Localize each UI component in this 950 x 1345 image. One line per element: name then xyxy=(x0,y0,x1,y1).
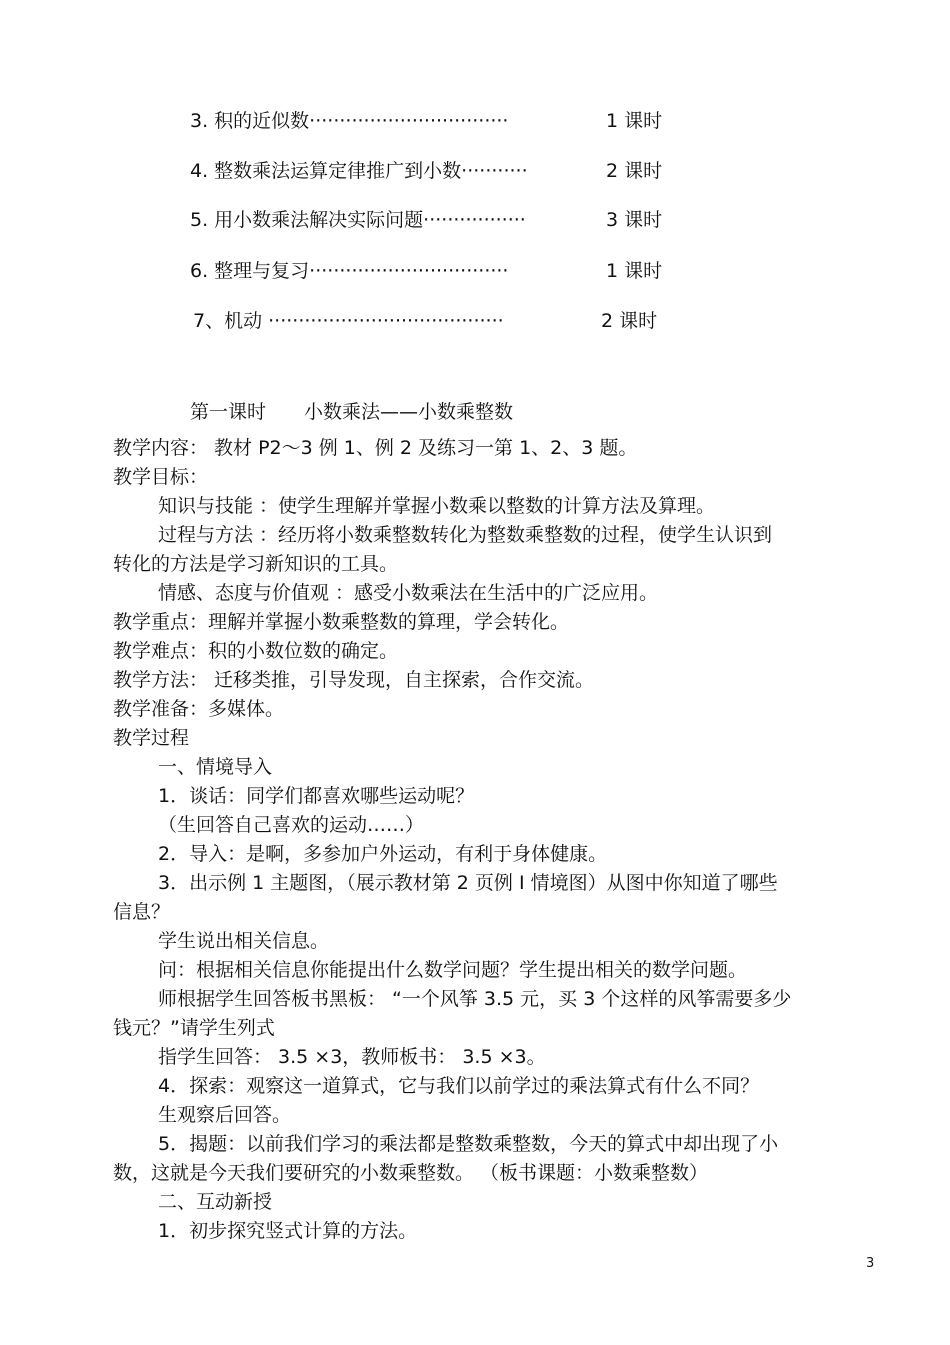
paragraph-line: 指学生回答： 3.5 ×3，教师板书： 3.5 ×3。 xyxy=(158,1046,546,1068)
paragraph-line: 3．出示例 1 主题图，（展示教材第 2 页例 I 情境图）从图中你知道了哪些 xyxy=(158,872,778,894)
paragraph-line: 数，这就是今天我们要研究的小数乘整数。 （板书课题：小数乘整数） xyxy=(113,1162,709,1184)
page-number: 3 xyxy=(866,1256,875,1271)
paragraph-line: 问：根据相关信息你能提出什么数学问题？学生提出相关的数学问题。 xyxy=(158,959,748,981)
paragraph-line: 5．揭题：以前我们学习的乘法都是整数乘整数，今天的算式中却出现了小 xyxy=(158,1133,779,1155)
toc-title: 6. 整理与复习································· xyxy=(190,260,509,282)
teaching-content: 教学内容： 教材 P2～3 例 1、例 2 及练习一第 1、2、3 题。 xyxy=(113,437,638,459)
toc-title: 5. 用小数乘法解决实际问题················· xyxy=(190,209,526,231)
paragraph-line: 学生说出相关信息。 xyxy=(158,930,330,952)
toc-hours: 1 课时 xyxy=(606,260,663,282)
paragraph-line: 钱元？”请学生列式 xyxy=(113,1017,275,1039)
goal-process: 过程与方法 ：经历将小数乘整数转化为整数乘整数的过程，使学生认识到 xyxy=(158,524,773,546)
toc-row xyxy=(0,256,950,280)
toc-row xyxy=(0,205,950,229)
teaching-process: 教学过程 xyxy=(113,727,190,749)
paragraph-line: 4．探索：观察这一道算式，它与我们以前学过的乘法算式有什么不同？ xyxy=(158,1075,760,1097)
section-heading: 二、互动新授 xyxy=(158,1191,273,1213)
lesson-heading: 第一课时 小数乘法——小数乘整数 xyxy=(190,401,514,423)
paragraph-line: 生观察后回答。 xyxy=(158,1104,292,1126)
teaching-difficulty: 教学难点：积的小数位数的确定。 xyxy=(113,640,399,662)
goal-emotion: 情感、态度与价值观 ：感受小数乘法在生活中的广泛应用。 xyxy=(158,582,659,604)
goal-process-cont: 转化的方法是学习新知识的工具。 xyxy=(113,553,399,575)
toc-row xyxy=(0,106,950,130)
paragraph-line: 1．初步探究竖式计算的方法。 xyxy=(158,1220,418,1242)
paragraph-line: 师根据学生回答板书黑板： “一个风筝 3.5 元，买 3 个这样的风筝需要多少 xyxy=(158,988,792,1010)
toc-hours: 2 课时 xyxy=(601,310,658,332)
paragraph-line: （生回答自己喜欢的运动……） xyxy=(158,814,425,836)
toc-row xyxy=(0,306,950,330)
teaching-preparation: 教学准备：多媒体。 xyxy=(113,698,285,720)
paragraph-line: 信息？ xyxy=(113,901,171,923)
toc-title: 4. 整数乘法运算定律推广到小数··········· xyxy=(190,160,528,182)
goal-knowledge: 知识与技能 ：使学生理解并掌握小数乘以整数的计算方法及算理。 xyxy=(158,495,716,517)
toc-hours: 1 课时 xyxy=(606,110,663,132)
teaching-focus: 教学重点：理解并掌握小数乘整数的算理，学会转化。 xyxy=(113,611,570,633)
section-heading: 一、情境导入 xyxy=(158,756,273,778)
paragraph-line: 1．谈话：同学们都喜欢哪些运动呢？ xyxy=(158,785,475,807)
toc-title: 7、机动 ······································· xyxy=(193,310,504,332)
toc-row xyxy=(0,156,950,180)
teaching-goals-label: 教学目标： xyxy=(113,466,209,488)
teaching-method: 教学方法： 迁移类推，引导发现，自主探索，合作交流。 xyxy=(113,669,595,691)
toc-hours: 2 课时 xyxy=(606,160,663,182)
toc-title: 3. 积的近似数································· xyxy=(190,110,509,132)
paragraph-line: 2．导入：是啊，多参加户外运动，有利于身体健康。 xyxy=(158,843,608,865)
toc-hours: 3 课时 xyxy=(606,209,663,231)
